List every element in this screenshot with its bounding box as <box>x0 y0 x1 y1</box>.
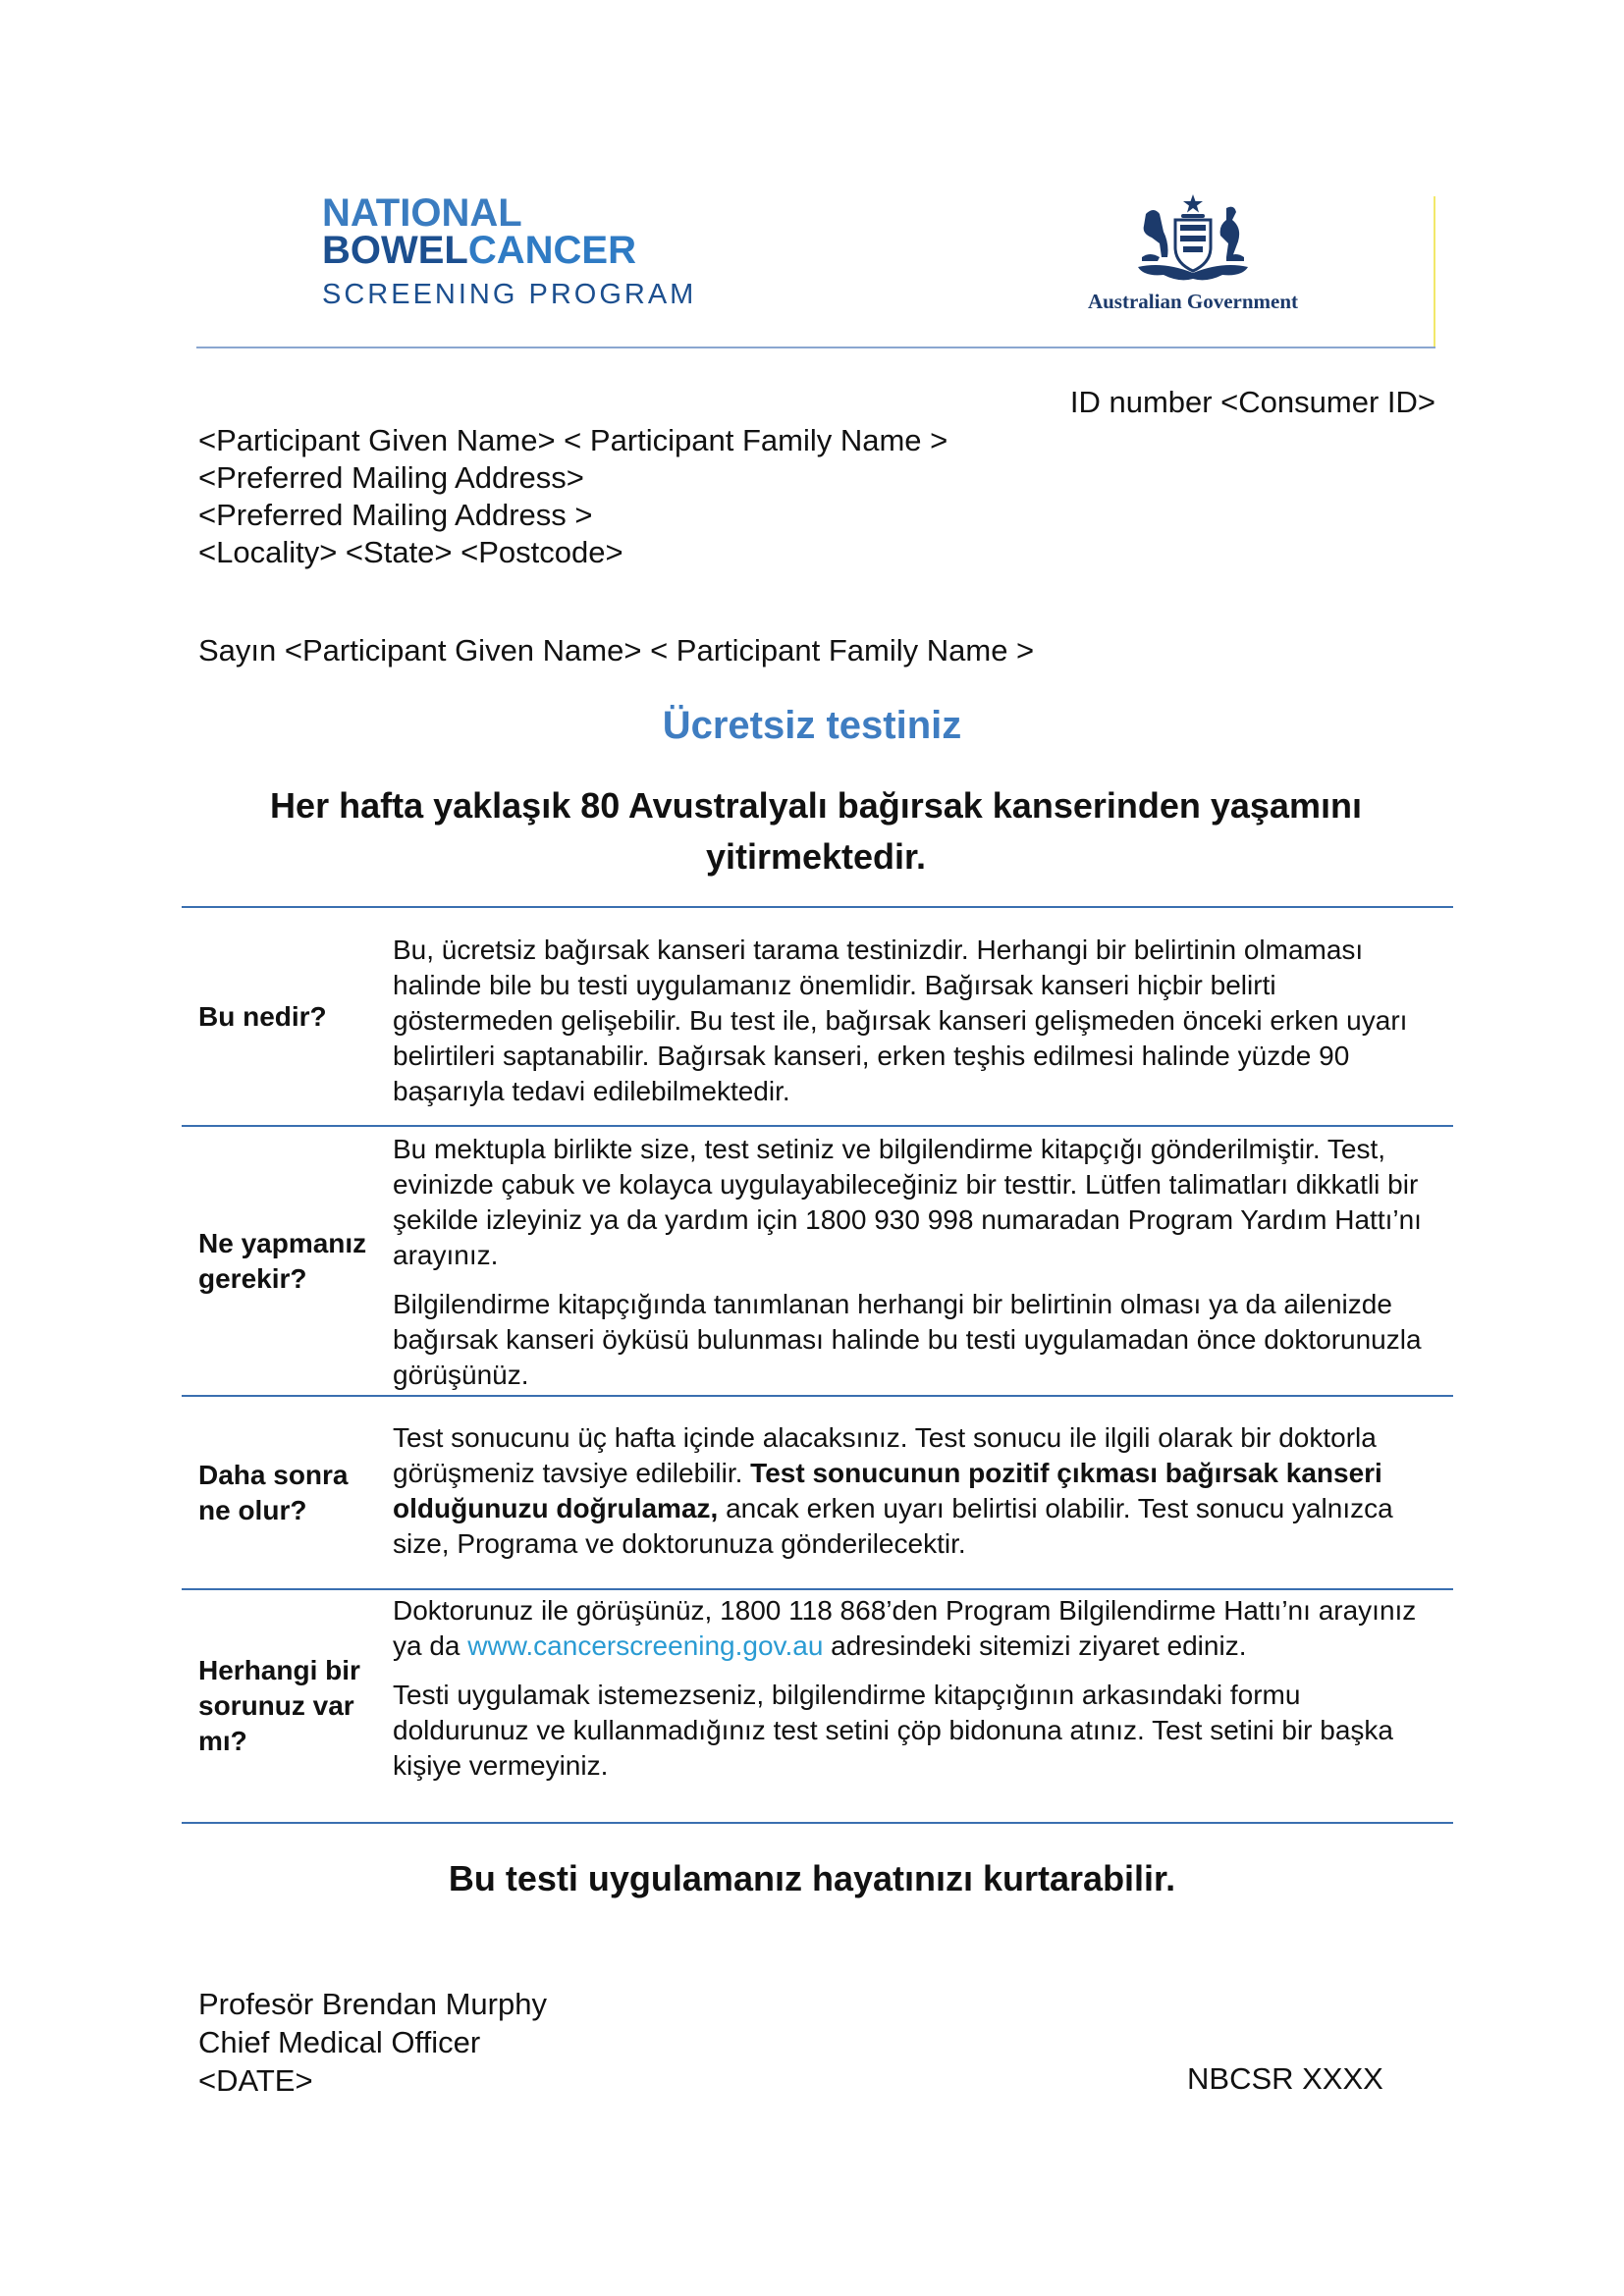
page-title: Ücretsiz testiniz <box>662 704 962 747</box>
row-body <box>383 1590 1453 1822</box>
header-divider <box>196 347 1435 348</box>
row-paragraph <box>393 1593 1443 1664</box>
info-table <box>182 906 1453 1824</box>
row-paragraph: Testi uygulamak istemezseniz, bilgilendirme kitapçığının arkasındaki formu doldurunuz ve kullanmadığınız test setini çöp bidonuna atınız. Test setini bir başka kişiye vermeyiniz. <box>393 1680 1393 1781</box>
headline: Her hafta yaklaşık 80 Avustralyalı bağırsak kanserinden yaşamını yitirmektedir. <box>270 785 1362 877</box>
closing-statement: Bu testi uygulamanız hayatınızı kurtarabilir. <box>448 1858 1176 1898</box>
government-label: Australian Government <box>1087 290 1299 313</box>
signatory-name: Profesör Brendan Murphy <box>198 1987 547 2021</box>
letter-date: <DATE> <box>198 2063 313 2098</box>
address-line-street-1: <Preferred Mailing Address> <box>198 460 584 495</box>
row-label: Daha sonra ne olur? <box>198 1459 349 1525</box>
government-crest <box>1080 192 1306 320</box>
address-line-locality: <Locality> <State> <Postcode> <box>198 535 623 569</box>
row-paragraph <box>393 1420 1443 1562</box>
info-row-questions <box>182 1588 1453 1824</box>
signatory-role: Chief Medical Officer <box>198 2025 481 2059</box>
logo-line-national: NATIONAL <box>322 191 522 235</box>
row-label: Herhangi bir sorunuz var mı? <box>198 1655 360 1756</box>
info-row-what-happens-next <box>182 1395 1453 1588</box>
address-line-name: <Participant Given Name> < Participant Family Name > <box>198 423 948 457</box>
row-text-bold: Test sonucunun pozitif çıkması bağırsak kanseri olduğunuzu doğrulamaz, <box>393 1458 1382 1523</box>
row-text: adresindeki sitemizi ziyaret ediniz. <box>823 1630 1247 1661</box>
row-body <box>383 1127 1453 1395</box>
row-body <box>383 908 1453 1125</box>
row-paragraph: Bu mektupla birlikte size, test setiniz ve bilgilendirme kitapçığı gönderilmiştir. Test, evinizde çabuk ve kolayca uygulayabileceğiniz bir testtir. Lütfen talimatları dikkatli bir şekilde izleyiniz ya da yardım için 1800 930 998 numaradan Program Yardım Hattı’nı arayınız. <box>393 1134 1422 1270</box>
signature-block <box>198 1985 547 2100</box>
row-text: Doktorunuz ile görüşünüz, 1800 118 868’den Program Bilgilendirme Hattı’nı arayınız ya da <box>393 1595 1417 1661</box>
header-accent-rule <box>1434 196 1435 347</box>
row-label: Bu nedir? <box>198 1000 327 1032</box>
logo-word-cancer: CANCER <box>467 229 636 272</box>
info-row-what-to-do <box>182 1125 1453 1395</box>
row-label: Ne yapmanız gerekir? <box>198 1227 367 1294</box>
row-text: Test sonucunu üç hafta içinde alacaksınız. Test sonucu ile ilgili olarak bir doktorla görüşmeniz tavsiye edilebilir. <box>393 1422 1377 1488</box>
logo-line-screening-program: SCREENING PROGRAM <box>322 279 697 310</box>
row-text: ancak erken uyarı belirtisi olabilir. Test sonucu yalnızca size, Programa ve doktorunuza gönderilecektir. <box>393 1493 1393 1559</box>
id-number: ID number <Consumer ID> <box>1069 385 1435 419</box>
program-logo <box>322 191 734 322</box>
address-line-street-2: <Preferred Mailing Address > <box>198 498 593 532</box>
row-paragraph: Bu, ücretsiz bağırsak kanseri tarama testinizdir. Herhangi bir belirtinin olmaması halinde bile bu testi uygulamanız önemlidir. Bağırsak kanseri hiçbir belirti göstermeden gelişebilir. Bu test ile, bağırsak kanseri gelişmeden önceki erken uyarı belirtileri saptanabilir. Bağırsak kanseri, erken teşhis edilmesi halinde yüzde 90 başarıyla tedavi edilebilmektedir. <box>393 934 1408 1106</box>
coat-of-arms-icon <box>1124 192 1262 286</box>
row-body <box>383 1397 1453 1588</box>
info-row-what-is-it <box>182 906 1453 1125</box>
logo-line-bowel-cancer <box>322 229 734 272</box>
mailing-address <box>198 422 947 571</box>
website-link[interactable]: www.cancerscreening.gov.au <box>467 1630 824 1661</box>
salutation: Sayın <Participant Given Name> < Participant Family Name > <box>198 633 1035 667</box>
logo-word-bowel: BOWEL <box>322 229 468 272</box>
row-paragraph: Bilgilendirme kitapçığında tanımlanan herhangi bir belirtinin olması ya da ailenizde bağırsak kanseri öyküsü bulunması halinde bu testi uygulamadan önce doktorunuzla görüşünüz. <box>393 1289 1422 1390</box>
reference-code: NBCSR XXXX <box>1187 2061 1383 2096</box>
